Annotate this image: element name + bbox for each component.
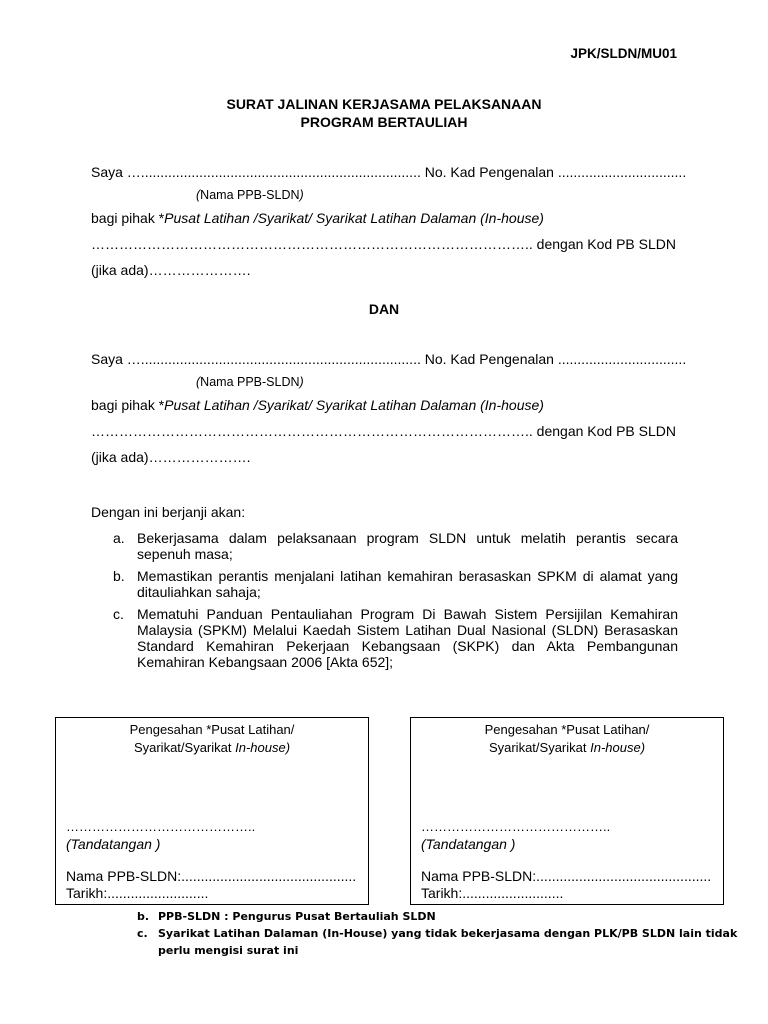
agreement-items — [91, 530, 678, 676]
signature-line: …………………………………….. — [66, 819, 256, 834]
list-item: a. Bekerjasama dalam pelaksanaan program SLDN untuk melatih perantis secara sepenuh masa; — [113, 530, 678, 562]
name-field: Nama PPB-SLDN:............................................. — [421, 868, 712, 884]
date-field: Tarikh:.......................... — [66, 885, 209, 901]
party1-kod-label: dengan Kod PB SLDN — [536, 236, 676, 252]
document-code: JPK/SLDN/MU01 — [570, 46, 677, 61]
name-field: Nama PPB-SLDN:............................................. — [66, 868, 357, 884]
date-field: Tarikh:.......................... — [421, 885, 564, 901]
party1-name-label: (Nama PPB-SLDN) — [196, 188, 304, 202]
signature-label: (Tandatangan ) — [421, 836, 516, 852]
list-item: b. Memastikan perantis menjalani latihan kemahiran berasaskan SPKM di alamat yang ditauliahkan sahaja; — [113, 568, 678, 600]
party2-dotted-line: ………………………………………………………………………………….. — [91, 423, 533, 439]
box-heading-line2: Syarikat/Syarikat In-house) — [488, 740, 646, 755]
party1-bagi-pihak: bagi pihak *Pusat Latihan /Syarikat/ Syarikat Latihan Dalaman (In-house) — [91, 210, 544, 226]
party2-name-label: (Nama PPB-SLDN) — [196, 375, 304, 389]
separator-dan: DAN — [368, 301, 400, 317]
footnote-b: b. PPB-SLDN : Pengurus Pusat Bertauliah SLDN — [137, 910, 436, 923]
party1-dotted-line: ………………………………………………………………………………….. — [91, 236, 533, 252]
signature-line: …………………………………….. — [421, 819, 611, 834]
footnote-c: c. Syarikat Latihan Dalaman (In-House) yang tidak bekerjasama dengan PLK/PB SLDN lain tidak — [137, 927, 738, 940]
party2-bagi-pihak: bagi pihak *Pusat Latihan /Syarikat/ Syarikat Latihan Dalaman (In-house) — [91, 397, 544, 413]
box-heading-line2: Syarikat/Syarikat In-house) — [133, 740, 291, 755]
signature-label: (Tandatangan ) — [66, 836, 161, 852]
agreement-intro: Dengan ini berjanji akan: — [91, 504, 246, 520]
signature-box-left — [55, 717, 369, 905]
party2-jika-ada: (jika ada)…………………. — [91, 449, 251, 465]
document-title-line1: SURAT JALINAN KERJASAMA PELAKSANAAN — [226, 96, 542, 112]
party1-saya-line: Saya …........................................................................ No. Kad Pengenalan ................................. — [91, 164, 687, 180]
list-item: c. Mematuhi Panduan Pentauliahan Program Di Bawah Sistem Persijilan Kemahiran Malaysia (SPKM) Melalui Kaedah Sistem Latihan Dual Nasional (SLDN) Berasaskan Standard Kemahiran Pekerjaan Kebangsaan (SKPK) dan Akta Pembangunan Kemahiran Kebangsaan 2006 [Akta 652]; — [113, 606, 678, 670]
party2-kod-label: dengan Kod PB SLDN — [536, 423, 676, 439]
party2-saya-line: Saya …........................................................................ No. Kad Pengenalan ................................. — [91, 351, 687, 367]
footnote-c-continuation: perlu mengisi surat ini — [158, 944, 299, 957]
document-title-line2: PROGRAM BERTAULIAH — [300, 114, 468, 130]
box-heading-line1: Pengesahan *Pusat Latihan/ — [484, 722, 650, 737]
box-heading-line1: Pengesahan *Pusat Latihan/ — [129, 722, 295, 737]
signature-box-right — [410, 717, 724, 905]
party1-jika-ada: (jika ada)…………………. — [91, 262, 251, 278]
